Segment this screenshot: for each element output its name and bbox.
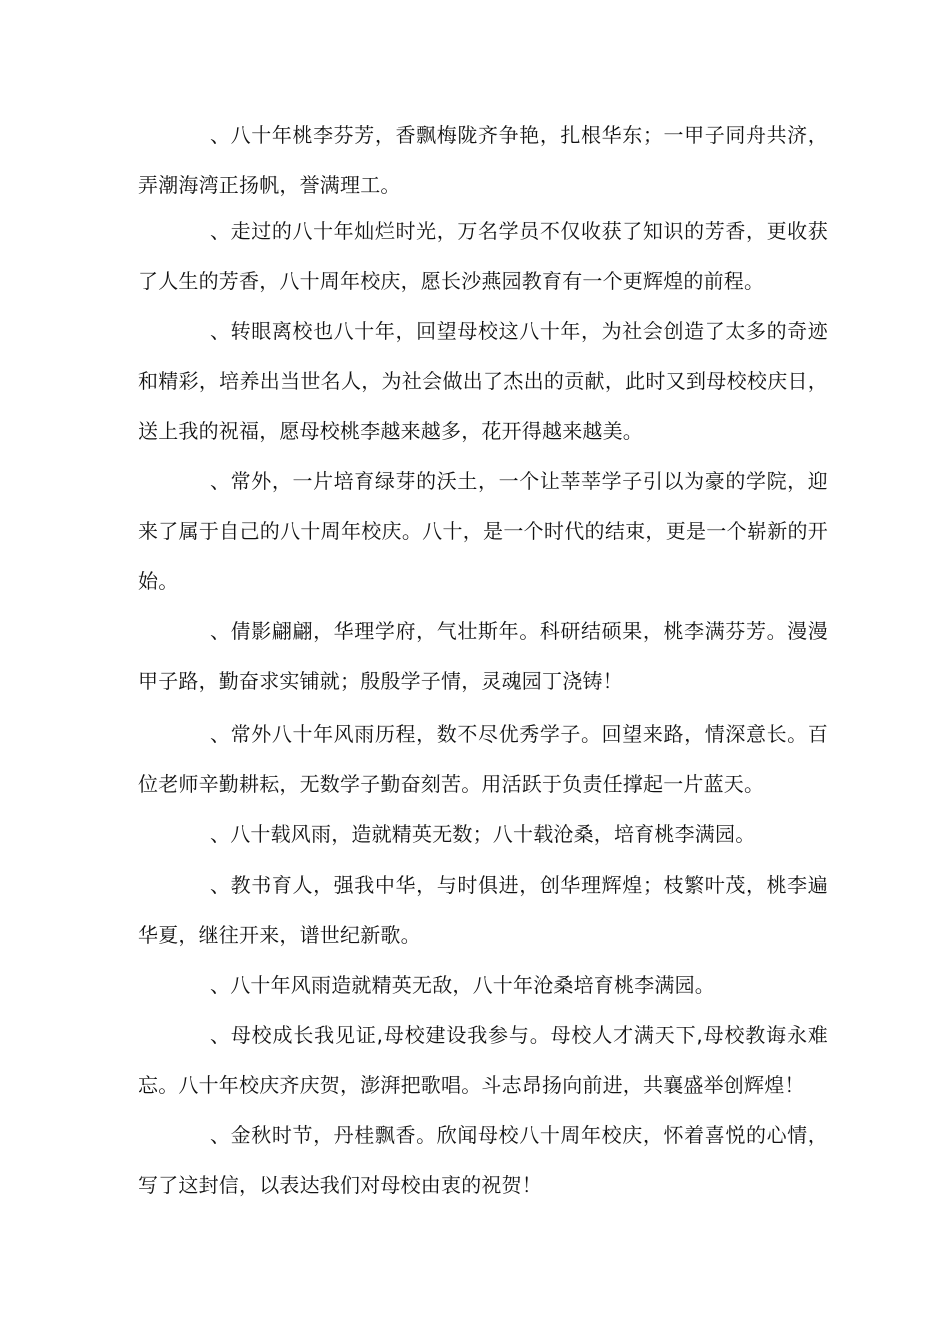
paragraph-10: 、母校成长我见证,母校建设我参与。母校人才满天下,母校教诲永难忘。八十年校庆齐庆贺，澎湃把歌唱。斗志昂扬向前进，共襄盛举创辉煌！ bbox=[138, 1023, 828, 1097]
paragraph-9: 、八十年风雨造就精英无敌，八十年沧桑培育桃李满园。 bbox=[210, 973, 715, 997]
paragraph-5: 、倩影翩翩，华理学府，气壮斯年。科研结硕果，桃李满芬芳。漫漫甲子路，勤奋求实铺就；殷殷学子情，灵魂园丁浇铸！ bbox=[138, 619, 828, 693]
paragraph-7: 、八十载风雨，造就精英无数；八十载沧桑，培育桃李满园。 bbox=[210, 822, 756, 846]
paragraph-4: 、常外，一片培育绿芽的沃土，一个让莘莘学子引以为豪的学院，迎来了属于自己的八十周年校庆。八十，是一个时代的结束，更是一个崭新的开始。 bbox=[138, 469, 828, 593]
paragraph-1: 、八十年桃李芬芳，香飘梅陇齐争艳，扎根华东；一甲子同舟共济，弄潮海湾正扬帆，誉满理工。 bbox=[138, 123, 828, 197]
paragraph-6: 、常外八十年风雨历程，数不尽优秀学子。回望来路，情深意长。百位老师辛勤耕耘，无数学子勤奋刻苦。用活跃于负责任撑起一片蓝天。 bbox=[138, 722, 828, 796]
paragraph-2: 、走过的八十年灿烂时光，万名学员不仅收获了知识的芳香，更收获了人生的芳香，八十周年校庆，愿长沙燕园教育有一个更辉煌的前程。 bbox=[138, 219, 828, 293]
paragraph-11: 、金秋时节，丹桂飘香。欣闻母校八十周年校庆，怀着喜悦的心情，写了这封信，以表达我们对母校由衷的祝贺！ bbox=[138, 1123, 828, 1197]
paragraph-3: 、转眼离校也八十年，回望母校这八十年，为社会创造了太多的奇迹和精彩，培养出当世名人，为社会做出了杰出的贡献，此时又到母校校庆日，送上我的祝福，愿母校桃李越来越多，花开得越来越美。 bbox=[138, 319, 828, 443]
paragraph-8: 、教书育人，强我中华，与时俱进，创华理辉煌；枝繁叶茂，桃李遍华夏，继往开来，谱世纪新歌。 bbox=[138, 873, 828, 947]
